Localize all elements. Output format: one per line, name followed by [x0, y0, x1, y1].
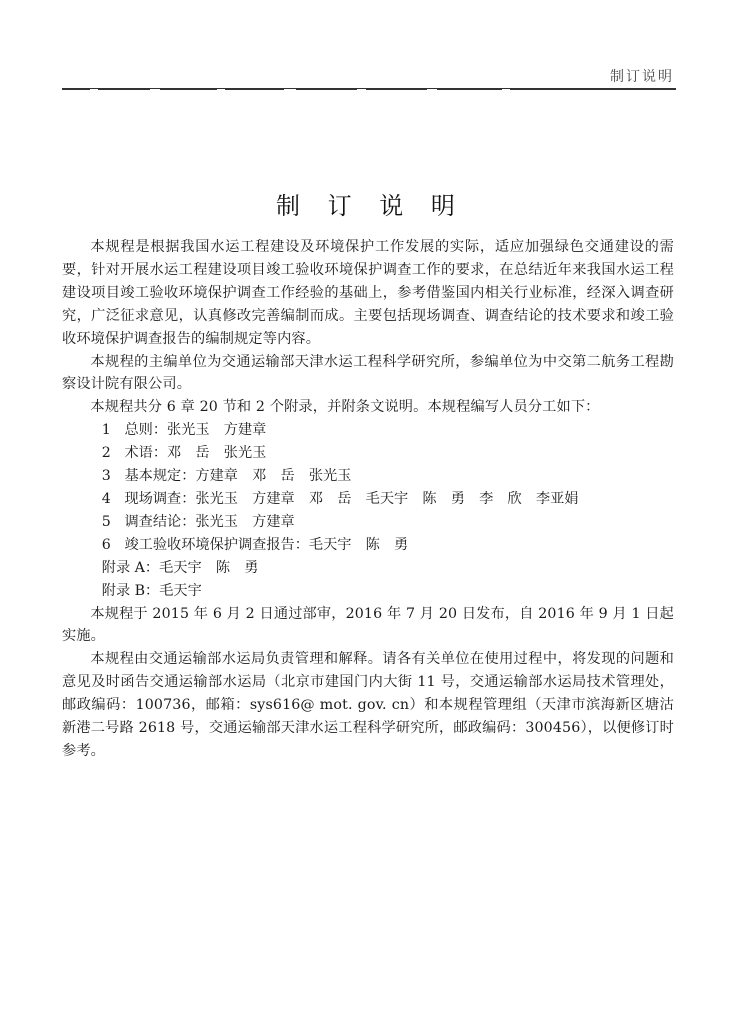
- header-rule-gap: [284, 89, 296, 92]
- credit-number: 2: [101, 445, 111, 462]
- credit-number: 4: [101, 490, 111, 507]
- contact-paragraph: 本规程由交通运输部水运局负责管理和解释。请各有关单位在使用过程中，将发现的问题和意见及时函告交通运输部水运局（北京市建国门内大街 11 号，交通运输部水运局技术管理处，邮政编码：100736，邮箱：sys616@ mot. gov. cn）和本规程管理组（天津市滨海新区塘沽新港二号路 2618 号，交通运输部天津水运工程科学研究所，邮政编码：300456），以便修订时参考。: [62, 651, 674, 759]
- structure-paragraph: 本规程共分 6 章 20 节和 2 个附录，并附条文说明。本规程编写人员分工如下：: [90, 399, 600, 416]
- editors-paragraph: 本规程的主编单位为交通运输部天津水运工程科学研究所，参编单位为中交第二航务工程勘察设计院有限公司。: [62, 353, 674, 393]
- header-rule-gap: [427, 89, 437, 92]
- header-rule-gap: [90, 89, 98, 92]
- running-header: [62, 64, 676, 90]
- appendix-a-credit: 附录 A：毛天宇 陈 勇: [101, 559, 259, 576]
- credit-number: 5: [101, 513, 111, 530]
- credit-text: 现场调查：张光玉 方建章 邓 岳 毛天宇 陈 勇 李 欣 李亚娟: [124, 490, 579, 507]
- credit-text: 基本规定：方建章 邓 岳 张光玉: [124, 468, 352, 485]
- credit-number: 1: [101, 422, 111, 439]
- credit-text: 调查结论：张光玉 方建章: [124, 513, 295, 530]
- header-rule-gap: [150, 89, 160, 92]
- page-title: 制 订 说 明: [276, 192, 465, 220]
- credit-line: [62, 442, 674, 465]
- credit-line: [62, 511, 674, 534]
- effective-date-paragraph: 本规程于 2015 年 6 月 2 日通过部审，2016 年 7 月 20 日发布，自 2016 年 9 月 1 日起实施。: [62, 605, 674, 645]
- header-rule-gap: [357, 89, 366, 92]
- credit-line: [62, 419, 674, 442]
- credit-number: 6: [101, 536, 111, 553]
- credit-line: [62, 465, 674, 488]
- credit-line: [62, 534, 674, 557]
- credit-line: [62, 488, 674, 511]
- credit-text: 总则：张光玉 方建章: [124, 422, 267, 439]
- credit-text: 术语：邓 岳 张光玉: [124, 445, 267, 462]
- credit-number: 3: [101, 468, 111, 485]
- appendix-b-credit: 附录 B：毛天宇: [101, 582, 202, 599]
- header-rule-gap: [217, 89, 225, 92]
- header-rule-gap: [502, 89, 510, 92]
- document-body: [62, 236, 674, 763]
- intro-paragraph: 本规程是根据我国水运工程建设及环境保护工作发展的实际，适应加强绿色交通建设的需要，针对开展水运工程建设项目竣工验收环境保护调查工作的要求，在总结近年来我国水运工程建设项目竣工验收环境保护调查工作经验的基础上，参考借鉴国内相关行业标准，经深入调查研究，广泛征求意见，认真修改完善编制而成。主要包括现场调查、调查结论的技术要求和竣工验收环境保护调查报告的编制规定等内容。: [62, 239, 674, 347]
- credit-text: 竣工验收环境保护调查报告：毛天宇 陈 勇: [124, 536, 409, 553]
- running-title: 制订说明: [610, 69, 674, 85]
